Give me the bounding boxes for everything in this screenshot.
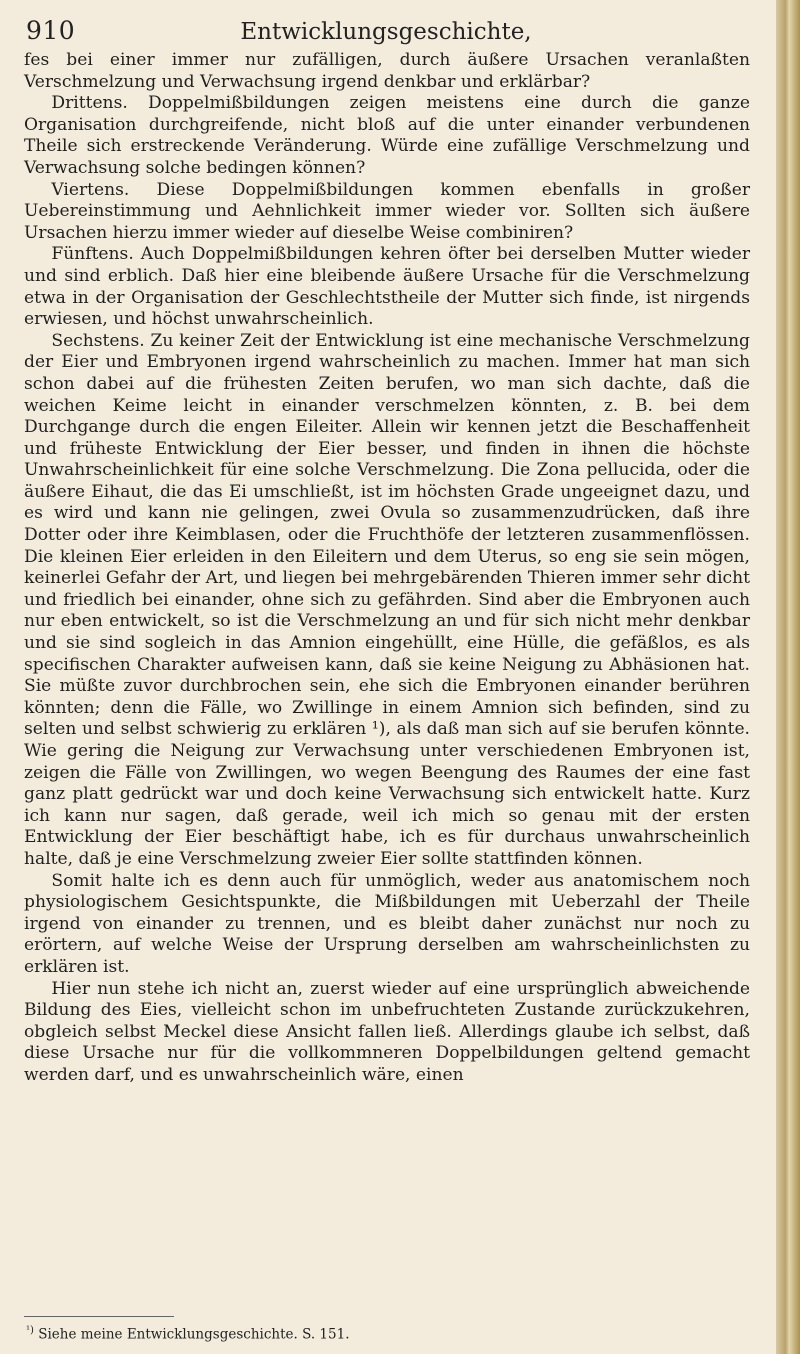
paragraph-viertens: Viertens. Diese Doppelmißbildungen kommen ebenfalls in großer Uebereinstimmung und Aehnlichkeit immer wieder vor. Sollten sich äußere Ursachen hierzu immer wieder auf dieselbe Weise combiniren? — [24, 179, 750, 243]
footnote — [26, 1322, 746, 1344]
paragraph-hier: Hier nun stehe ich nicht an, zuerst wieder auf eine ursprünglich abweichende Bildung des Eies, vielleicht schon im unbefruchteten Zustande zurückzukehren, obgleich selbst Meckel diese Ansicht fallen ließ. Allerdings glaube ich selbst, daß diese Ursache nur für die vollkommneren Doppelbildungen geltend gemacht werden darf, und es unwahrscheinlich wäre, einen — [24, 978, 750, 1085]
paragraph-continuation: fes bei einer immer nur zufälligen, durch äußere Ursachen veranlaßten Verschmelzung und Verwachsung irgend denkbar und erklärbar? — [24, 50, 750, 92]
page-number: 910 — [26, 16, 76, 45]
page-edge-binding — [776, 0, 800, 1354]
paragraph-somit: Somit halte ich es denn auch für unmöglich, weder aus anatomischem noch physiologischem Gesichtspunkte, die Mißbildungen mit Ueberzahl der Theile irgend von einander zu trennen, und es bleibt daher zunächst nur noch zu erörtern, auf welche Weise der Ursprung derselben am wahrscheinlichsten zu erklären ist. — [24, 870, 750, 977]
paragraph-sechstens: Sechstens. Zu keiner Zeit der Entwicklung ist eine mechanische Verschmelzung der Eier und Embryonen irgend wahrscheinlich zu machen. Immer hat man sich schon dabei auf die frühesten Zeiten berufen, wo man sich dachte, daß die weichen Keime leicht in einander verschmelzen könnten, z. B. bei dem Durchgange durch die engen Eileiter. Allein wir kennen jetzt die Beschaffenheit und früheste Entwicklung der Eier besser, und finden in ihnen die höchste Unwahrscheinlichkeit für eine solche Verschmelzung. Die Zona pellucida, oder die äußere Eihaut, die das Ei umschließt, ist im höchsten Grade ungeeignet dazu, und es wird und kann nie gelingen, zwei Ovula so zusammenzudrücken, daß ihre Dotter oder ihre Keimblasen, oder die Fruchthöfe der letzteren zusammenflössen. Die kleinen Eier erleiden in den Eileitern und dem Uterus, so eng sie sein mögen, keinerlei Gefahr der Art, und liegen bei mehrgebärenden Thieren immer sehr dicht und friedlich bei einander, ohne sich zu gefährden. Sind aber die Embryonen auch nur eben entwickelt, so ist die Verschmelzung an und für sich nicht mehr denkbar und sie sind sogleich in das Amnion eingehüllt, eine Hülle, die gefäßlos, es als specifischen Charakter aufweisen kann, daß sie keine Neigung zu Abhäsionen hat. Sie müßte zuvor durchbrochen sein, ehe sich die Embryonen einander berühren könnten; denn die Fälle, wo Zwillinge in einem Amnion sich befinden, sind zu selten und selbst schwierig zu erklären ¹), als daß man sich auf sie berufen könnte. Wie gering die Neigung zur Verwachsung unter verschiedenen Embryonen ist, zeigen die Fälle von Zwillingen, wo wegen Beengung des Raumes der eine fast ganz platt gedrückt war und doch keine Verwachsung sich entwickelt hatte. Kurz ich kann nur sagen, daß gerade, weil ich mich so genau mit der ersten Entwicklung der Eier beschäftigt habe, ich es für durchaus unwahrscheinlich halte, daß je eine Verschmelzung zweier Eier sollte stattfinden können. — [24, 330, 750, 869]
running-head: Entwicklungsgeschichte, — [240, 19, 532, 45]
paragraph-drittens: Drittens. Doppelmißbildungen zeigen meistens eine durch die ganze Organisation durchgreifende, nicht bloß auf die unter einander verbundenen Theile sich erstreckende Veränderung. Würde eine zufällige Verschmelzung und Verwachsung solche bedingen können? — [24, 93, 750, 178]
paragraph-fuenftens: Fünftens. Auch Doppelmißbildungen kehren öfter bei derselben Mutter wieder und sind erblich. Daß hier eine bleibende äußere Ursache für die Verschmelzung etwa in der Organisation der Geschlechtstheile der Mutter sich finde, ist nirgends erwiesen, und höchst unwahrscheinlich. — [24, 244, 750, 330]
footnote-text: Siehe meine Entwicklungsgeschichte. S. 151. — [38, 1326, 350, 1343]
page-header — [26, 16, 746, 50]
body-text — [24, 50, 750, 1087]
footnote-divider — [24, 1316, 174, 1317]
footnote-marker: ¹) — [26, 1325, 34, 1336]
